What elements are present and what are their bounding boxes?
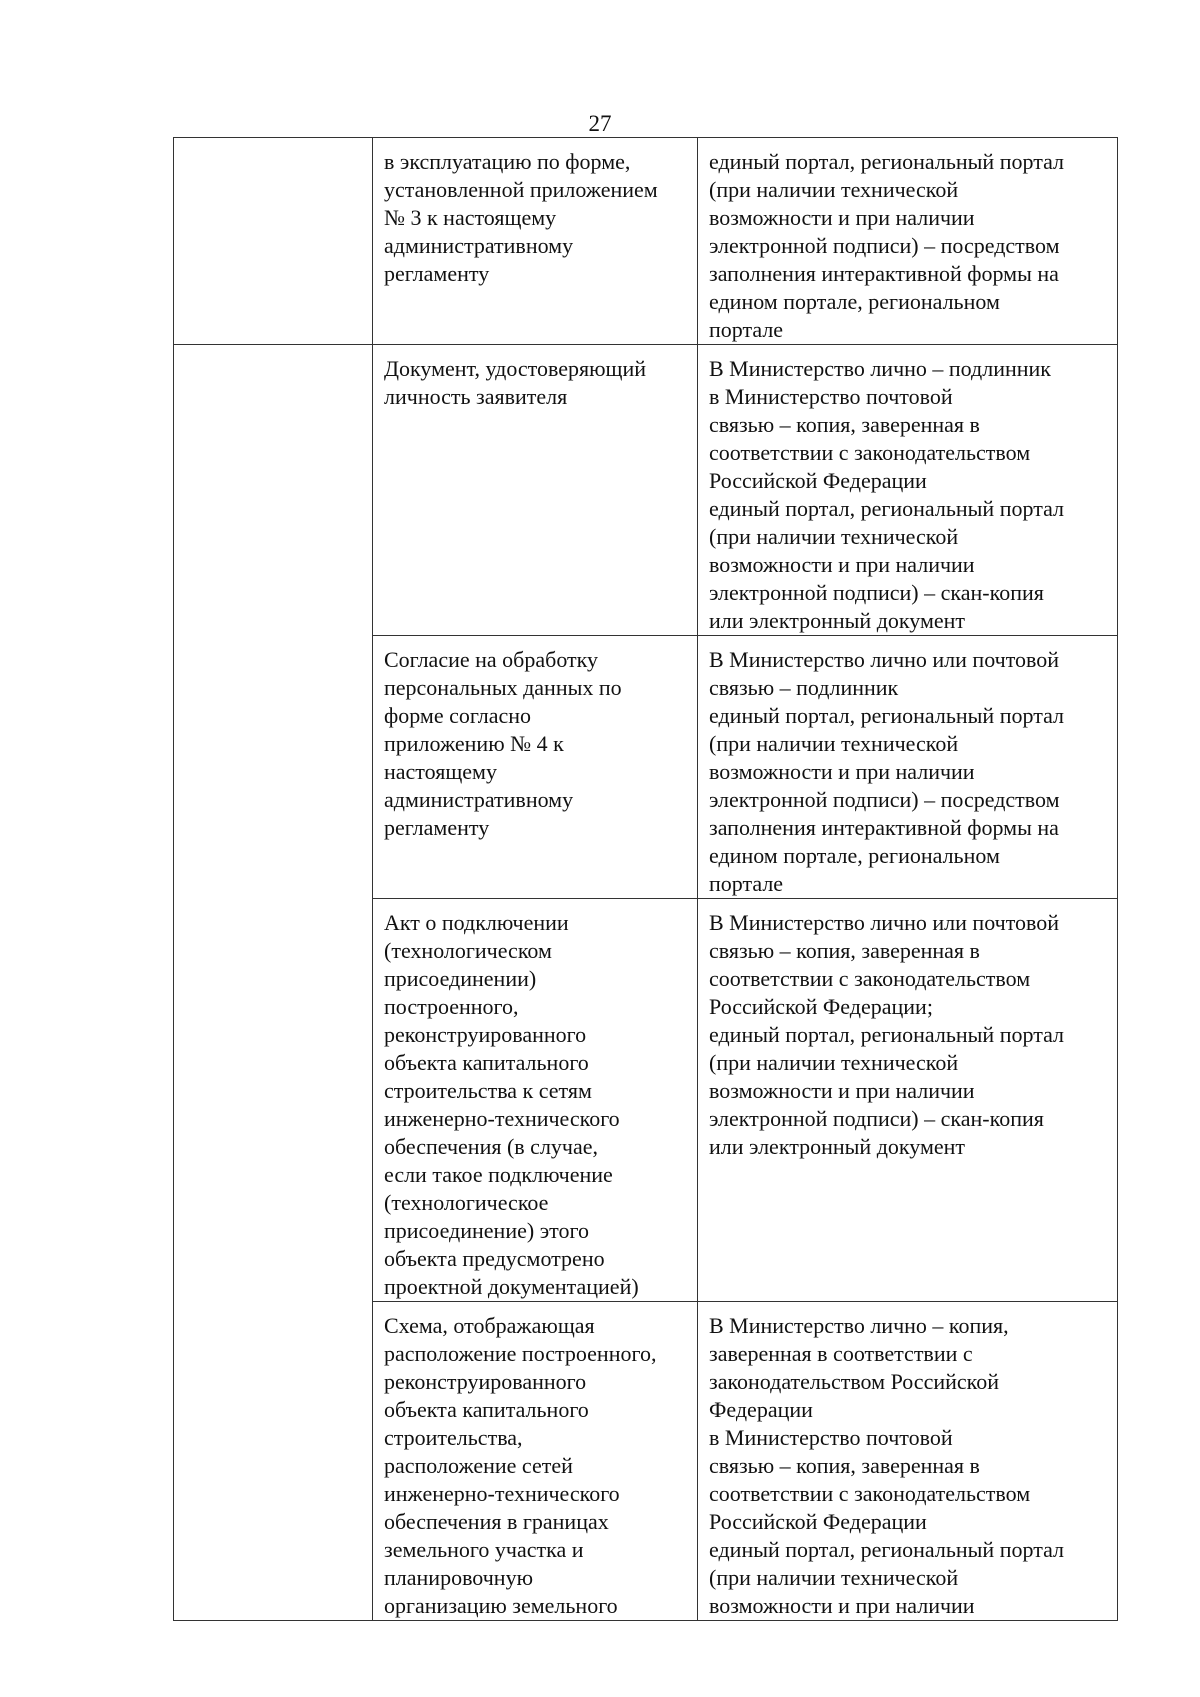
cell-text-line: В Министерство лично или почтовой bbox=[709, 910, 1060, 935]
cell-text-line: заполнения интерактивной формы на bbox=[709, 815, 1059, 840]
cell-text-line: Российской Федерации bbox=[709, 1509, 927, 1534]
submission-method-cell bbox=[698, 636, 1118, 899]
cell-text-line: (технологическом bbox=[384, 938, 552, 963]
cell-text-line: В Министерство лично – подлинник bbox=[709, 356, 1051, 381]
cell-text-line: портале bbox=[709, 317, 784, 342]
cell-text-line: Российской Федерации; bbox=[709, 994, 933, 1019]
cell-text-line: возможности и при наличии bbox=[709, 1593, 975, 1618]
submission-method-cell bbox=[698, 138, 1118, 345]
document-cell bbox=[373, 1302, 698, 1621]
cell-text-line: реконструированного bbox=[384, 1369, 587, 1394]
cell-text-line: В Министерство лично – копия, bbox=[709, 1313, 1009, 1338]
cell-text-line: обеспечения в границах bbox=[384, 1509, 609, 1534]
cell-text-line: строительства к сетям bbox=[384, 1078, 592, 1103]
cell-text-line: присоединении) bbox=[384, 966, 537, 991]
cell-text-line: (при наличии технической bbox=[709, 177, 959, 202]
cell-text-line: электронной подписи) – посредством bbox=[709, 787, 1060, 812]
cell-text-line: реконструированного bbox=[384, 1022, 587, 1047]
document-cell bbox=[373, 636, 698, 899]
cell-text-line: обеспечения (в случае, bbox=[384, 1134, 599, 1159]
document-cell bbox=[373, 899, 698, 1302]
cell-text-line: форме согласно bbox=[384, 703, 532, 728]
cell-text-line: в эксплуатацию по форме, bbox=[384, 149, 631, 174]
empty-cell bbox=[174, 345, 373, 1621]
cell-text-line: регламенту bbox=[384, 815, 490, 840]
cell-text-line: настоящему bbox=[384, 759, 497, 784]
document-cell bbox=[373, 345, 698, 636]
cell-text-line: проектной документацией) bbox=[384, 1274, 639, 1299]
cell-text-line: организацию земельного bbox=[384, 1593, 618, 1618]
cell-text-line: едином портале, региональном bbox=[709, 843, 1000, 868]
empty-cell bbox=[174, 138, 373, 345]
cell-text-line: заверенная в соответствии с bbox=[709, 1341, 973, 1366]
cell-text-line: (при наличии технической bbox=[709, 731, 959, 756]
cell-text-line: соответствии с законодательством bbox=[709, 1481, 1031, 1506]
cell-text-line: соответствии с законодательством bbox=[709, 440, 1031, 465]
cell-text-line: единый портал, региональный портал bbox=[709, 1022, 1065, 1047]
cell-text-line: возможности и при наличии bbox=[709, 205, 975, 230]
cell-text-line: законодательством Российской bbox=[709, 1369, 999, 1394]
cell-text-line: Федерации bbox=[709, 1397, 813, 1422]
cell-text-line: инженерно-технического bbox=[384, 1481, 620, 1506]
submission-method-cell bbox=[698, 1302, 1118, 1621]
cell-text-line: соответствии с законодательством bbox=[709, 966, 1031, 991]
documents-table bbox=[173, 137, 1118, 1621]
cell-text-line: Российской Федерации bbox=[709, 468, 927, 493]
cell-text-line: Акт о подключении bbox=[384, 910, 569, 935]
cell-text-line: регламенту bbox=[384, 261, 490, 286]
cell-text-line: установленной приложением bbox=[384, 177, 658, 202]
submission-method-cell bbox=[698, 345, 1118, 636]
table-row bbox=[174, 138, 1118, 345]
cell-text-line: расположение построенного, bbox=[384, 1341, 657, 1366]
cell-text-line: электронной подписи) – скан-копия bbox=[709, 1106, 1044, 1131]
cell-text-line: единый портал, региональный портал bbox=[709, 1537, 1065, 1562]
document-cell bbox=[373, 138, 698, 345]
cell-text-line: связью – копия, заверенная в bbox=[709, 412, 980, 437]
cell-text-line: в Министерство почтовой bbox=[709, 1425, 953, 1450]
cell-text-line: (при наличии технической bbox=[709, 1050, 959, 1075]
cell-text-line: объекта капитального bbox=[384, 1050, 589, 1075]
cell-text-line: строительства, bbox=[384, 1425, 523, 1450]
cell-text-line: (при наличии технической bbox=[709, 524, 959, 549]
cell-text-line: планировочную bbox=[384, 1565, 534, 1590]
cell-text-line: В Министерство лично или почтовой bbox=[709, 647, 1060, 672]
cell-text-line: личность заявителя bbox=[384, 384, 568, 409]
cell-text-line: или электронный документ bbox=[709, 608, 966, 633]
cell-text-line: едином портале, региональном bbox=[709, 289, 1000, 314]
cell-text-line: возможности и при наличии bbox=[709, 552, 975, 577]
cell-text-line: заполнения интерактивной формы на bbox=[709, 261, 1059, 286]
cell-text-line: инженерно-технического bbox=[384, 1106, 620, 1131]
cell-text-line: единый портал, региональный портал bbox=[709, 496, 1065, 521]
submission-method-cell bbox=[698, 899, 1118, 1302]
cell-text-line: или электронный документ bbox=[709, 1134, 966, 1159]
cell-text-line: построенного, bbox=[384, 994, 519, 1019]
cell-text-line: № 3 к настоящему bbox=[384, 205, 557, 230]
cell-text-line: единый портал, региональный портал bbox=[709, 703, 1065, 728]
cell-text-line: возможности и при наличии bbox=[709, 1078, 975, 1103]
cell-text-line: (при наличии технической bbox=[709, 1565, 959, 1590]
cell-text-line: объекта предусмотрено bbox=[384, 1246, 605, 1271]
cell-text-line: связью – копия, заверенная в bbox=[709, 1453, 980, 1478]
cell-text-line: (технологическое bbox=[384, 1190, 549, 1215]
cell-text-line: персональных данных по bbox=[384, 675, 622, 700]
documents-table-body bbox=[174, 138, 1118, 1621]
cell-text-line: портале bbox=[709, 871, 784, 896]
cell-text-line: в Министерство почтовой bbox=[709, 384, 953, 409]
cell-text-line: административному bbox=[384, 233, 574, 258]
cell-text-line: Схема, отображающая bbox=[384, 1313, 595, 1338]
cell-text-line: возможности и при наличии bbox=[709, 759, 975, 784]
cell-text-line: электронной подписи) – посредством bbox=[709, 233, 1060, 258]
cell-text-line: объекта капитального bbox=[384, 1397, 589, 1422]
cell-text-line: присоединение) этого bbox=[384, 1218, 589, 1243]
cell-text-line: если такое подключение bbox=[384, 1162, 613, 1187]
cell-text-line: электронной подписи) – скан-копия bbox=[709, 580, 1044, 605]
cell-text-line: Согласие на обработку bbox=[384, 647, 599, 672]
cell-text-line: связью – копия, заверенная в bbox=[709, 938, 980, 963]
page-number: 27 bbox=[588, 111, 612, 136]
cell-text-line: административному bbox=[384, 787, 574, 812]
cell-text-line: приложению № 4 к bbox=[384, 731, 564, 756]
cell-text-line: земельного участка и bbox=[384, 1537, 584, 1562]
cell-text-line: Документ, удостоверяющий bbox=[384, 356, 647, 381]
table-row bbox=[174, 345, 1118, 636]
cell-text-line: расположение сетей bbox=[384, 1453, 573, 1478]
cell-text-line: единый портал, региональный портал bbox=[709, 149, 1065, 174]
cell-text-line: связью – подлинник bbox=[709, 675, 899, 700]
